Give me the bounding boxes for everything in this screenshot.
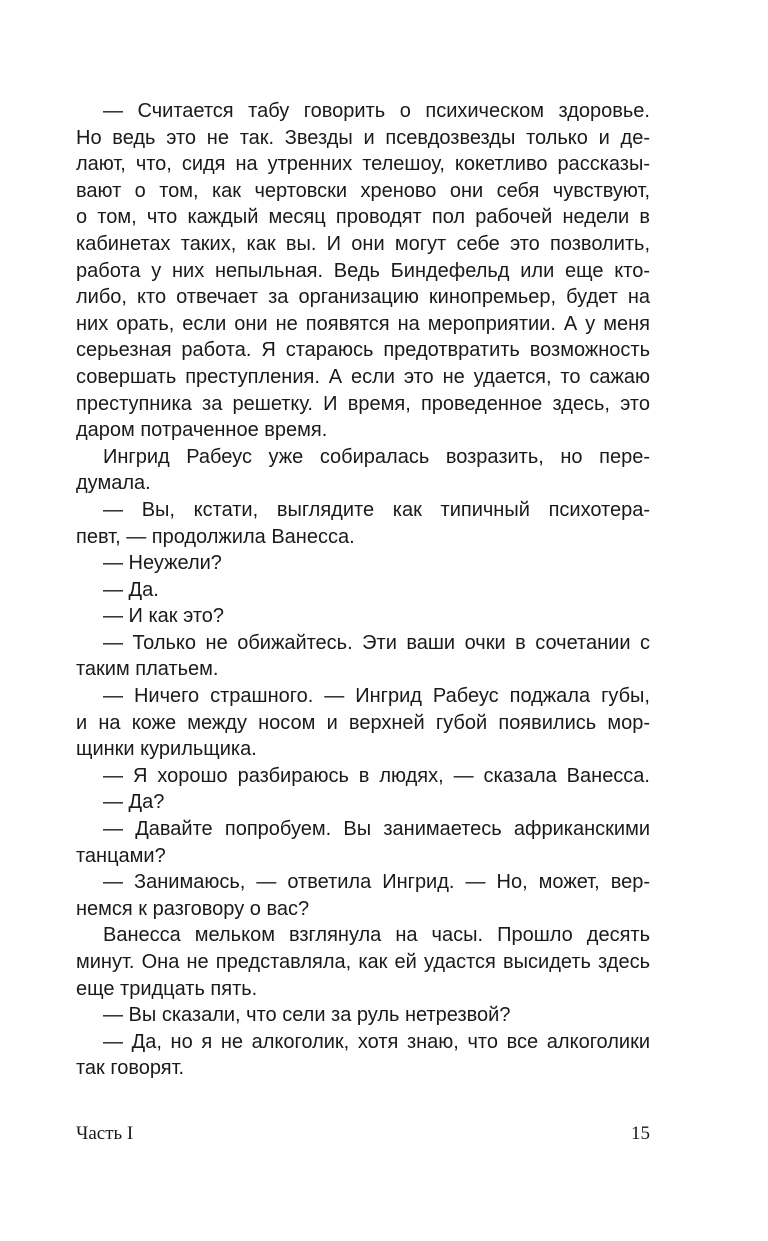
running-head: Часть I — [76, 1123, 134, 1144]
text-line: — Да. — [103, 578, 159, 601]
page-number: 15 — [631, 1123, 650, 1144]
text-line: и на коже между носом и верхней губой появились мор- — [76, 711, 650, 734]
text-line: — Считается табу говорить о психическом здоровье. — [103, 100, 650, 122]
text-line: таким платьем. — [76, 658, 219, 681]
text-line: — Я хорошо разбираюсь в людях, — сказала Ванесса. — [103, 764, 650, 787]
text-line: немся к разговору о вас? — [76, 897, 310, 920]
text-line: даром потраченное время. — [76, 419, 328, 442]
text-line: Ванесса мельком взглянула на часы. Прошло десять — [103, 924, 650, 947]
body-text — [76, 98, 650, 1082]
text-line: кабинетах таких, как вы. И они могут себе это позволить, — [76, 232, 650, 255]
text-line: совершать преступления. А если это не удается, то сажаю — [76, 365, 650, 388]
text-line: танцами? — [76, 844, 166, 867]
text-line: — Неужели? — [103, 552, 222, 575]
text-line: — Да? — [103, 791, 165, 814]
text-line: — Да, но я не алкоголик, хотя знаю, что все алкоголики — [103, 1030, 650, 1053]
text-line: минут. Она не представляла, как ей удастся высидеть здесь — [76, 951, 650, 973]
text-line: вают о том, как чертовски хреново они себя чувствуют, — [76, 179, 650, 202]
text-line: — Занимаюсь, — ответила Ингрид. — Но, может, вер- — [103, 871, 650, 894]
text-line: преступника за решетку. И время, проведенное здесь, это — [76, 392, 650, 415]
text-line: еще тридцать пять. — [76, 977, 258, 1000]
text-line: — Вы, кстати, выглядите как типичный психотера- — [103, 498, 650, 521]
text-line: о том, что каждый месяц проводят пол рабочей недели в — [76, 206, 650, 229]
text-line: лают, что, сидя на утренних телешоу, кокетливо рассказы- — [76, 153, 650, 176]
text-line: — Давайте попробуем. Вы занимаетесь африканскими — [103, 818, 650, 841]
text-line: певт, — продолжила Ванесса. — [76, 525, 355, 548]
text-line: Ингрид Рабеус уже собиралась возразить, но пере- — [103, 445, 650, 468]
text-line: так говорят. — [76, 1057, 185, 1080]
text-line: них орать, если они не появятся на мероприятии. А у меня — [76, 312, 650, 335]
text-line: — Вы сказали, что сели за руль нетрезвой? — [103, 1004, 511, 1027]
text-line: Но ведь это не так. Звезды и псевдозвезды только и де- — [76, 126, 650, 149]
text-line: думала. — [76, 472, 151, 495]
text-line: щинки курильщика. — [76, 738, 257, 761]
text-line: работа у них непыльная. Ведь Биндефельд или еще кто- — [76, 259, 650, 282]
text-line: — Ничего страшного. — Ингрид Рабеус поджала губы, — [103, 685, 650, 708]
text-line: — Только не обижайтесь. Эти ваши очки в сочетании с — [103, 631, 650, 654]
text-line: либо, кто отвечает за организацию кинопремьер, будет на — [76, 286, 650, 309]
text-line: — И как это? — [103, 605, 225, 628]
text-line: серьезная работа. Я стараюсь предотвратить возможность — [76, 339, 650, 362]
